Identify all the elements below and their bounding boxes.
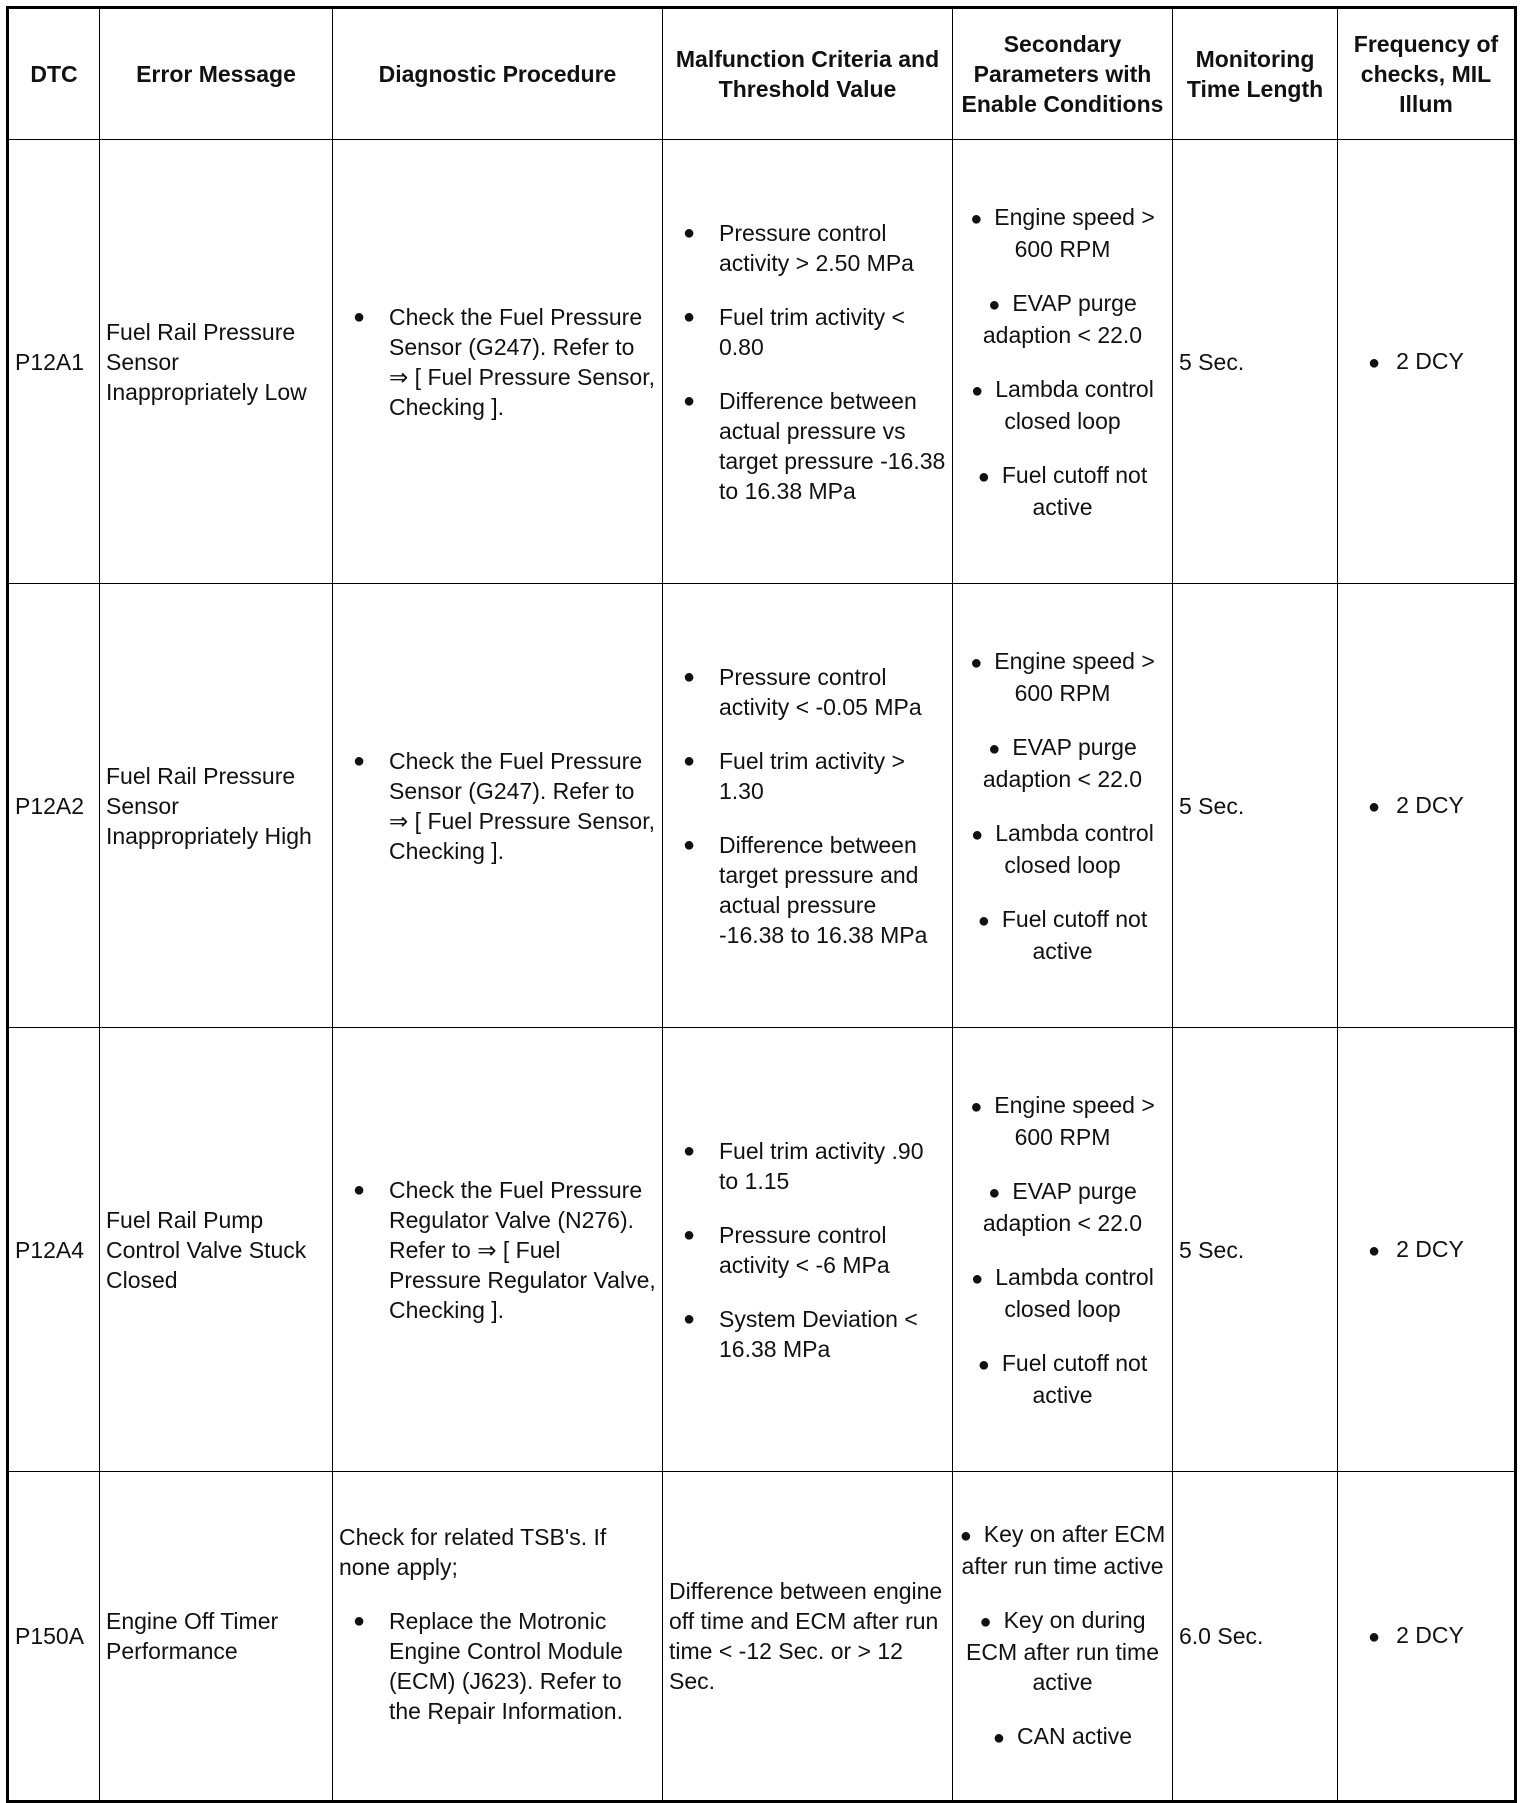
error-message-cell <box>100 1472 333 1802</box>
secondary-parameter: ● Fuel cutoff not active <box>959 460 1166 522</box>
malfunction-criterion: ● Pressure control activity < -6 MPa <box>669 1220 946 1280</box>
dtc-cell <box>8 140 100 584</box>
malfunction-criterion: ● Difference between actual pressure vs target pressure -16.38 to 16.38 MPa <box>669 386 946 506</box>
malfunction-criterion: ● Pressure control activity < -0.05 MPa <box>669 662 946 722</box>
error-message: Fuel Rail Pressure Sensor Inappropriately High <box>106 762 312 849</box>
frequency-list <box>1344 1620 1508 1652</box>
dtc-table <box>6 6 1517 1803</box>
secondary-list <box>959 1090 1166 1410</box>
dtc-cell <box>8 1472 100 1802</box>
error-message-cell <box>100 584 333 1028</box>
error-message: Engine Off Timer Performance <box>106 1608 279 1664</box>
malfunction-criterion: ● Fuel trim activity .90 to 1.15 <box>669 1136 946 1196</box>
header-row <box>8 8 1516 140</box>
secondary-parameter: ● Fuel cutoff not active <box>959 1348 1166 1410</box>
diagnostic-procedure-cell <box>333 584 663 1028</box>
header-dtc: DTC <box>8 8 100 140</box>
malfunction-text: Difference between engine off time and ECM after run time < -12 Sec. or > 12 Sec. <box>669 1578 943 1694</box>
diagnostic-step: ● Check the Fuel Pressure Regulator Valve (N276). Refer to ⇒ [ Fuel Pressure Regulator Valve, Checking ]. <box>339 1175 656 1325</box>
monitoring-time: 5 Sec. <box>1179 1236 1245 1263</box>
secondary-parameters-cell <box>953 1472 1173 1802</box>
error-message-cell <box>100 140 333 584</box>
dtc-cell <box>8 584 100 1028</box>
secondary-list <box>959 202 1166 522</box>
secondary-list <box>959 1519 1166 1753</box>
secondary-parameter: ● Engine speed > 600 RPM <box>959 1090 1166 1152</box>
secondary-list <box>959 646 1166 966</box>
table-row <box>8 140 1516 584</box>
secondary-parameters-cell <box>953 140 1173 584</box>
diagnostic-procedure-cell <box>333 1472 663 1802</box>
frequency-value: ● 2 DCY <box>1344 1620 1508 1652</box>
dtc-cell <box>8 1028 100 1472</box>
secondary-parameter: ● EVAP purge adaption < 22.0 <box>959 732 1166 794</box>
secondary-parameter: ● Lambda control closed loop <box>959 374 1166 436</box>
error-message-cell <box>100 1028 333 1472</box>
diagnostic-list <box>339 746 656 866</box>
malfunction-criterion: ● Fuel trim activity > 1.30 <box>669 746 946 806</box>
frequency-value: ● 2 DCY <box>1344 1234 1508 1266</box>
header-monitoring-time: Monitoring Time Length <box>1173 8 1338 140</box>
monitoring-time: 5 Sec. <box>1179 348 1245 375</box>
monitoring-time-cell <box>1173 584 1338 1028</box>
error-message: Fuel Rail Pressure Sensor Inappropriately Low <box>106 318 307 405</box>
malfunction-list <box>669 662 946 950</box>
secondary-parameter: ● Engine speed > 600 RPM <box>959 202 1166 264</box>
frequency-cell <box>1338 584 1516 1028</box>
malfunction-criteria-cell <box>663 1028 953 1472</box>
diagnostic-step: ● Check the Fuel Pressure Sensor (G247). Refer to ⇒ [ Fuel Pressure Sensor, Checking ]. <box>339 302 656 422</box>
header-malfunction-criteria: Malfunction Criteria and Threshold Value <box>663 8 953 140</box>
malfunction-criteria-cell <box>663 140 953 584</box>
malfunction-list <box>669 218 946 506</box>
monitoring-time-cell <box>1173 140 1338 584</box>
malfunction-criterion: ● Fuel trim activity < 0.80 <box>669 302 946 362</box>
frequency-value: ● 2 DCY <box>1344 346 1508 378</box>
frequency-cell <box>1338 140 1516 584</box>
diagnostic-procedure-cell <box>333 1028 663 1472</box>
secondary-parameter: ● Key on after ECM after run time active <box>959 1519 1166 1581</box>
secondary-parameter: ● Lambda control closed loop <box>959 818 1166 880</box>
diagnostic-list <box>339 1606 656 1726</box>
monitoring-time-cell <box>1173 1472 1338 1802</box>
frequency-list <box>1344 346 1508 378</box>
secondary-parameter: ● EVAP purge adaption < 22.0 <box>959 288 1166 350</box>
header-frequency: Frequency of checks, MIL Illum <box>1338 8 1516 140</box>
dtc-code: P12A4 <box>15 1236 85 1263</box>
header-secondary-parameters: Secondary Parameters with Enable Conditions <box>953 8 1173 140</box>
secondary-parameter: ● Fuel cutoff not active <box>959 904 1166 966</box>
frequency-cell <box>1338 1028 1516 1472</box>
malfunction-criterion: ● Pressure control activity > 2.50 MPa <box>669 218 946 278</box>
frequency-list <box>1344 1234 1508 1266</box>
secondary-parameters-cell <box>953 1028 1173 1472</box>
diagnostic-step: ● Check the Fuel Pressure Sensor (G247). Refer to ⇒ [ Fuel Pressure Sensor, Checking ]. <box>339 746 656 866</box>
error-message: Fuel Rail Pump Control Valve Stuck Closed <box>106 1206 307 1293</box>
secondary-parameter: ● Engine speed > 600 RPM <box>959 646 1166 708</box>
diagnostic-step: ● Replace the Motronic Engine Control Module (ECM) (J623). Refer to the Repair Information. <box>339 1606 656 1726</box>
malfunction-criterion: ● Difference between target pressure and actual pressure -16.38 to 16.38 MPa <box>669 830 946 950</box>
frequency-value: ● 2 DCY <box>1344 790 1508 822</box>
malfunction-criterion: ● System Deviation < 16.38 MPa <box>669 1304 946 1364</box>
table-body <box>8 140 1516 1802</box>
malfunction-criteria-cell <box>663 1472 953 1802</box>
secondary-parameter: ● Key on during ECM after run time active <box>959 1605 1166 1697</box>
frequency-list <box>1344 790 1508 822</box>
malfunction-list <box>669 1136 946 1364</box>
secondary-parameters-cell <box>953 584 1173 1028</box>
dtc-code: P12A2 <box>15 792 85 819</box>
secondary-parameter: ● CAN active <box>959 1721 1166 1753</box>
secondary-parameter: ● Lambda control closed loop <box>959 1262 1166 1324</box>
header-diagnostic-procedure: Diagnostic Procedure <box>333 8 663 140</box>
malfunction-criteria-cell <box>663 584 953 1028</box>
diagnostic-procedure-cell <box>333 140 663 584</box>
dtc-code: P12A1 <box>15 348 85 375</box>
table-row <box>8 584 1516 1028</box>
table-row <box>8 1028 1516 1472</box>
diagnostic-intro: Check for related TSB's. If none apply; <box>339 1524 607 1580</box>
dtc-code: P150A <box>15 1623 85 1649</box>
monitoring-time: 5 Sec. <box>1179 792 1245 819</box>
secondary-parameter: ● EVAP purge adaption < 22.0 <box>959 1176 1166 1238</box>
monitoring-time: 6.0 Sec. <box>1179 1623 1264 1649</box>
diagnostic-list <box>339 1175 656 1325</box>
diagnostic-list <box>339 302 656 422</box>
header-error-message: Error Message <box>100 8 333 140</box>
frequency-cell <box>1338 1472 1516 1802</box>
table-row <box>8 1472 1516 1802</box>
monitoring-time-cell <box>1173 1028 1338 1472</box>
